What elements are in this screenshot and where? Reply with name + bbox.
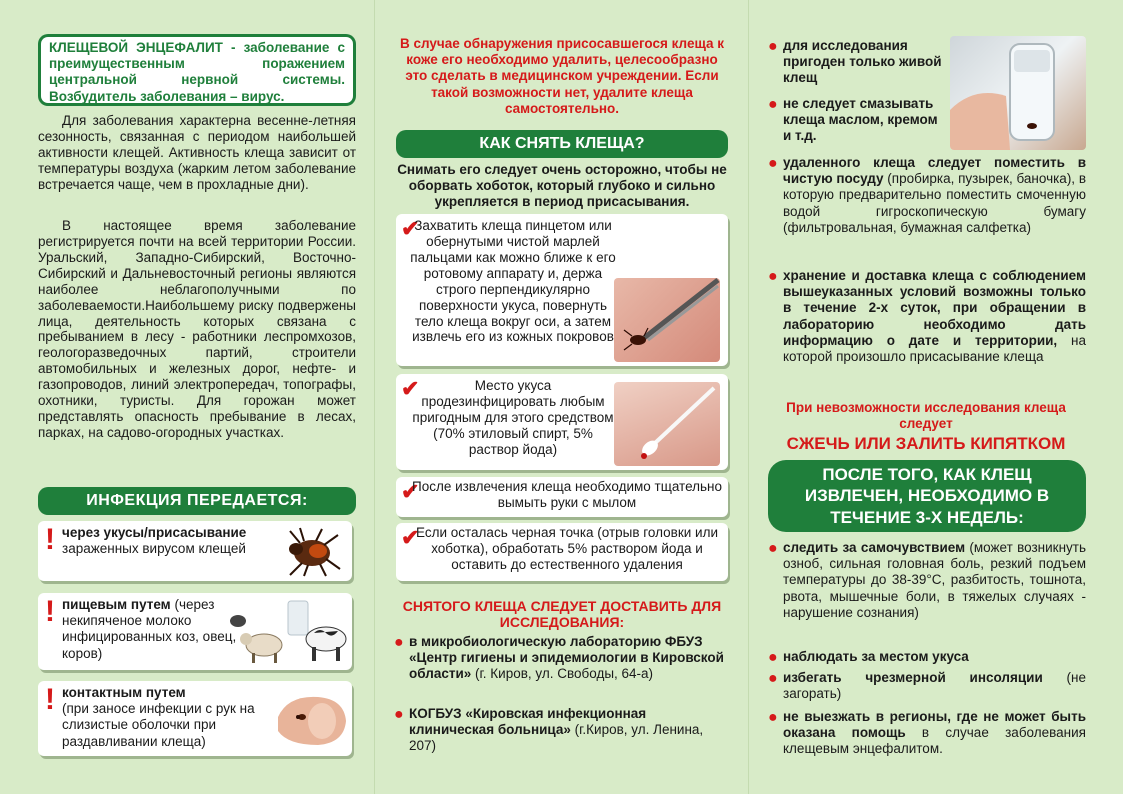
bullet-icon: ● <box>394 634 404 651</box>
finger-tick-icon <box>278 687 348 751</box>
bullet-icon: ● <box>768 540 778 557</box>
route-bold: пищевым путем <box>62 597 171 612</box>
route-card-bite <box>38 521 352 581</box>
step-text: Если осталась черная точка (отрыв головки или хоботка), обработать 5% раствором йода и оставить до естественного удаления <box>415 525 719 572</box>
route-bold: контактным путем <box>62 685 186 700</box>
cotton-swab-icon <box>614 382 720 466</box>
lab-name: КОГБУЗ «Кировская инфекционная клиническая больница» <box>409 706 647 738</box>
bullet-icon: ● <box>768 38 778 55</box>
intro-title: КЛЕЩЕВОЙ ЭНЦЕФАЛИТ - <box>49 40 236 55</box>
lab-address: (г.Киров, ул. Ленина, 207) <box>409 722 704 754</box>
tick-illustration-icon <box>276 525 346 577</box>
after-item-3: ● избегать чрезмерной инсоляции (не загорать) <box>768 670 1086 702</box>
checkmark-icon: ✔ <box>401 479 420 504</box>
bullet-icon: ● <box>768 96 778 113</box>
rule-item-3: ● удаленного клеща следует поместить в чистую посуду (пробирка, пузырек, баночка), в которую предварительно поместить смоченную водой гигроскопическую бумагу (фильтровальная, бумажная салфетка) <box>768 155 1086 235</box>
after-item-2: ● наблюдать за местом укуса <box>768 649 969 666</box>
lab-address: (г. Киров, ул. Свободы, 64-а) <box>475 666 654 682</box>
route-card-food <box>38 593 352 670</box>
column-2 <box>374 0 748 794</box>
checkmark-icon: ✔ <box>401 525 420 550</box>
step-card-2 <box>396 374 728 470</box>
paragraph-seasonality: Для заболевания характерна весенне-летняя сезонность, связанная с периодом наибольшей активности клещей. Активность клеща зависит от температуры воздуха (жарким летом заболевание встречается чаще, чем в прохладные дни). <box>38 113 356 192</box>
vial-icon <box>950 36 1086 150</box>
checkmark-icon: ✔ <box>401 216 420 241</box>
howto-intro: Снимать его следует очень осторожно, чтобы не оборвать хоботок, который глубоко и сильно укрепляется в период присасывания. <box>397 162 727 210</box>
lab-name: в микробиологическую лабораторию ФБУЗ «Центр гигиены и эпидемиологии в Кировской области» <box>409 634 724 682</box>
route-bold: через укусы/присасывание <box>62 525 247 540</box>
route-text: зараженных вирусом клещей <box>62 541 246 557</box>
intro-text: заболевание с преимущественным поражением центральной нервной системы. Возбудитель заболевания – вирус. <box>49 40 345 104</box>
step-text: Место укуса продезинфицировать любым пригодным для этого средством (70% этиловый спирт, 5% раствор йода) <box>412 378 614 457</box>
paragraph-regions: В настоящее время заболевание регистрируется почти на всей территории России. Уральский, Западно-Сибирский, Восточно-Сибирский и Дальневосточный регионы являются наиболее неблагополучными по заболеваемости.Наибольшему риску подвержены лица, деятельность которых связана с пребыванием в лесу - работники леспромхозов, геологоразведочных партий, строители автомобильных и железных дорог, нефте- и газопроводов, линий электропередач, топографы, охотники, туристы. Для горожан может представлять опасность пребывание в лесах, парках, на садово-огородных участках. <box>38 218 356 440</box>
impossible-note: При невозможности исследования клеща следует <box>786 400 1066 432</box>
bullet-icon: ● <box>768 670 778 687</box>
intro-box <box>38 34 356 106</box>
exclamation-icon: ! <box>45 683 55 716</box>
infection-header: ИНФЕКЦИЯ ПЕРЕДАЕТСЯ: <box>38 487 356 515</box>
step-card-1 <box>396 214 728 366</box>
swab-photo <box>614 382 720 466</box>
bullet-icon: ● <box>768 649 778 666</box>
step-card-3 <box>396 477 728 517</box>
rule-item-4: ● хранение и доставка клеща с соблюдением вышеуказанных условий возможны только в течение 2-х суток, при обращении в лабораторию необходимо дать информацию о дате и территории, на которой произошло присасывание клеща <box>768 268 1087 364</box>
route-text: (через некипяченое молоко инфицированных коз, овец, коров) <box>62 597 237 661</box>
warning-text: В случае обнаружения присосавшегося клеща к коже его необходимо удалить, целесообразно это сделать в медицинском учреждении. Если такой возможности нет, удалите клеща самостоятельно. <box>399 36 725 116</box>
after-header: ПОСЛЕ ТОГО, КАК КЛЕЩ ИЗВЛЕЧЕН, НЕОБХОДИМО В ТЕЧЕНИЕ 3-Х НЕДЕЛЬ: <box>768 460 1086 532</box>
rule-item-2: ● не следует смазывать клеща маслом, кремом и т.д. <box>768 96 938 144</box>
bullet-icon: ● <box>768 155 778 172</box>
rule-item-1: ● для исследования пригоден только живой клещ <box>768 38 942 86</box>
lab-item-2 <box>392 706 728 755</box>
step-text: После извлечения клеща необходимо тщательно вымыть руки с мылом <box>411 479 723 510</box>
farm-animals-icon <box>230 599 348 665</box>
route-card-contact <box>38 681 352 756</box>
route-text: (при заносе инфекции с рук на слизистые оболочки при раздавливании клеща) <box>62 701 255 749</box>
step-text: Захватить клеща пинцетом или обернутыми чистой марлей пальцами как можно ближе к его ротовому аппарату и, держа строго перпендикулярно поверхности укуса, повернуть тело клеща вокруг оси, а затем извлечь его из кожных покровов <box>410 218 616 345</box>
lab-item-1 <box>392 634 728 683</box>
after-item-1: ● следить за самочувствием (может возникнуть озноб, сильная головная боль, резкий подъем температуры до 38-39°С, разбитость, тошнота, рвота, мышечные боли, в тяжелых случаях - нарушение сознания) <box>768 540 1086 620</box>
tweezers-icon <box>614 278 720 362</box>
step-card-4 <box>396 523 728 581</box>
exclamation-icon: ! <box>45 595 55 628</box>
column-3 <box>748 0 1123 794</box>
deliver-header: СНЯТОГО КЛЕЩА СЛЕДУЕТ ДОСТАВИТЬ ДЛЯ ИССЛЕДОВАНИЯ: <box>402 598 722 631</box>
exclamation-icon: ! <box>45 523 55 556</box>
vial-photo <box>950 36 1086 150</box>
bullet-icon: ● <box>768 268 778 285</box>
after-item-4: ● не выезжать в регионы, где не может быть оказана помощь в случае заболевания клещевым энцефалитом. <box>768 709 1086 757</box>
bullet-icon: ● <box>768 709 778 726</box>
column-1 <box>0 0 374 794</box>
burn-instruction: СЖЕЧЬ ИЛИ ЗАЛИТЬ КИПЯТКОМ <box>786 434 1066 453</box>
checkmark-icon: ✔ <box>401 376 420 401</box>
bullet-icon: ● <box>394 706 404 723</box>
howto-header: КАК СНЯТЬ КЛЕЩА? <box>396 130 728 158</box>
tweezers-photo <box>614 278 720 362</box>
